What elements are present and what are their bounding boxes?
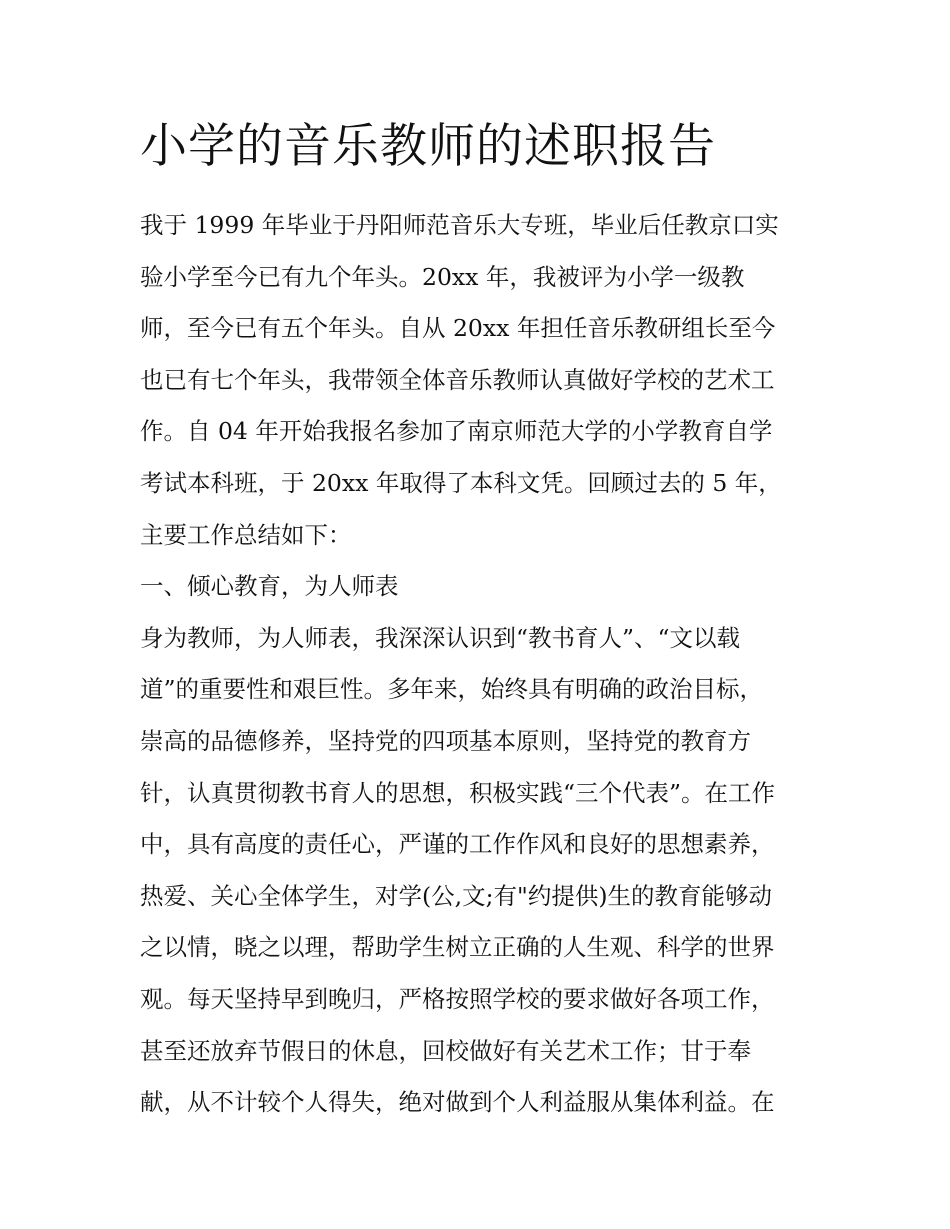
body-line: 也已有七个年头，我带领全体音乐教师认真做好学校的艺术工 — [140, 365, 775, 394]
body-line: 中，具有高度的责任心，严谨的工作作风和良好的思想素养， — [140, 830, 775, 859]
section-heading: 一、倾心教育，为人师表 — [140, 572, 399, 601]
body-line: 考试本科班，于 20xx 年取得了本科文凭。回顾过去的 5 年， — [140, 468, 782, 497]
body-line: 验小学至今已有九个年头。20xx 年，我被评为小学一级教 — [140, 262, 745, 291]
body-line: 师，至今已有五个年头。自从 20xx 年担任音乐教研组长至今 — [140, 314, 776, 343]
document-title: 小学的音乐教师的述职报告 — [140, 119, 716, 174]
body-line: 崇高的品德修养，坚持党的四项基本原则，坚持党的教育方 — [140, 726, 751, 755]
body-line: 献，从不计较个人得失，绝对做到个人利益服从集体利益。在 — [140, 1088, 775, 1117]
document-body — [140, 200, 820, 1129]
body-line: 针，认真贯彻教书育人的思想，积极实践“三个代表”。在工作 — [140, 778, 776, 807]
body-line: 身为教师，为人师表，我深深认识到“教书育人”、“文以载 — [140, 623, 741, 652]
body-line: 我于 1999 年毕业于丹阳师范音乐大专班，毕业后任教京口实 — [140, 211, 779, 239]
body-line: 甚至还放弃节假日的休息，回校做好有关艺术工作；甘于奉 — [140, 1036, 751, 1065]
body-line: 观。每天坚持早到晚归，严格按照学校的要求做好各项工作， — [140, 984, 775, 1013]
body-line: 主要工作总结如下： — [140, 520, 352, 549]
body-line: 作。自 04 年开始我报名参加了南京师范大学的小学教育自学 — [140, 417, 773, 446]
body-line: 之以情，晓之以理，帮助学生树立正确的人生观、科学的世界 — [140, 933, 775, 962]
body-line: 热爱、关心全体学生，对学(公,文;有"约提供)生的教育能够动 — [140, 881, 773, 910]
body-line: 道”的重要性和艰巨性。多年来，始终具有明确的政治目标， — [140, 675, 764, 704]
